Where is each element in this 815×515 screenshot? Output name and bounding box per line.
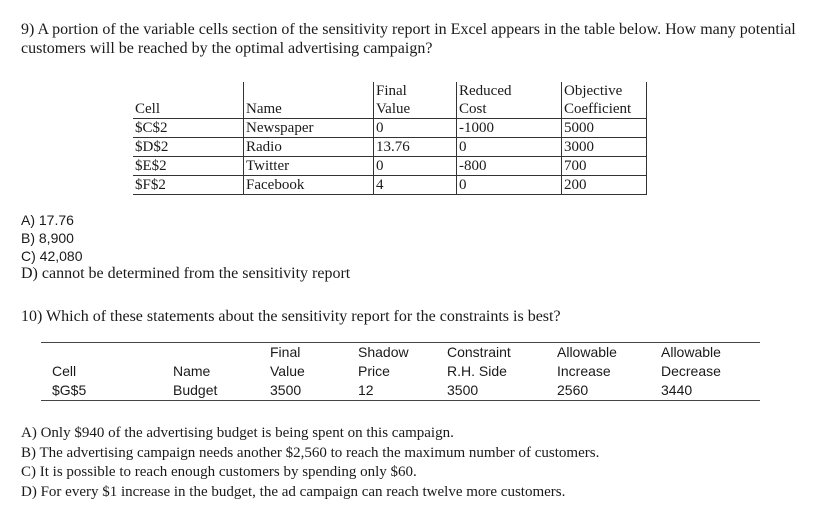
question-10-text: 10) Which of these statements about the sensitivity report for the constraints is best?: [21, 308, 561, 325]
answer-option: C) It is possible to reach enough customers by spending only $60.: [21, 464, 417, 480]
table-row: $G$5 Budget 3500 12 3500 2560 3440: [41, 381, 760, 401]
table-header-row: Cell Name Final Value Shadow Price Constraint R.H. Side Allowable Increase Allowable Decrease: [52, 344, 721, 379]
answer-option: D) For every $1 increase in the budget, the ad campaign can reach twelve more customers.: [21, 483, 566, 500]
header-constraint: Constraint: [447, 344, 511, 360]
header-reduced-cost: Reduced Cost: [457, 82, 562, 119]
answer-option: A) Only $940 of the advertising budget is being spent on this campaign.: [21, 425, 454, 441]
header-objective-coefficient: Objective Coefficient: [562, 82, 647, 119]
table-row: $D$2 Radio 13.76 0 3000: [133, 138, 647, 157]
header-shadow: Shadow: [358, 344, 409, 360]
table-header-row: [133, 82, 647, 119]
header-final-value: Final Value: [374, 82, 457, 119]
header-allowable-decrease: Allowable: [661, 344, 721, 360]
header-cell: Cell: [52, 363, 77, 379]
question-9-text: 9) A portion of the variable cells section of the sensitivity report in Excel appears in the table below. How many potential customers will be reached by the optimal advertising campaign?: [21, 21, 796, 57]
answer-option: C) 42,080: [21, 248, 83, 264]
header-name: Name: [173, 363, 211, 379]
variable-cells-table: [133, 82, 647, 195]
question-9-answers: [21, 211, 350, 283]
answer-option: B) 8,900: [21, 230, 74, 246]
answer-option: D) cannot be determined from the sensitivity report: [21, 265, 351, 282]
header-cell: Cell: [133, 82, 244, 119]
header-allowable-increase: Allowable: [557, 344, 617, 360]
answer-option: B) The advertising campaign needs another $2,560 to reach the maximum number of customers.: [21, 444, 600, 461]
table-row: $F$2 Facebook 4 0 200: [133, 176, 647, 195]
constraints-table: [41, 342, 760, 401]
table-row: $E$2 Twitter 0 -800 700: [133, 157, 647, 176]
answer-option: A) 17.76: [21, 212, 74, 228]
header-name: Name: [244, 82, 374, 119]
question-10-answers: [21, 424, 599, 502]
header-final: Final: [270, 344, 301, 360]
table-row: $C$2 Newspaper 0 -1000 5000: [133, 119, 647, 138]
